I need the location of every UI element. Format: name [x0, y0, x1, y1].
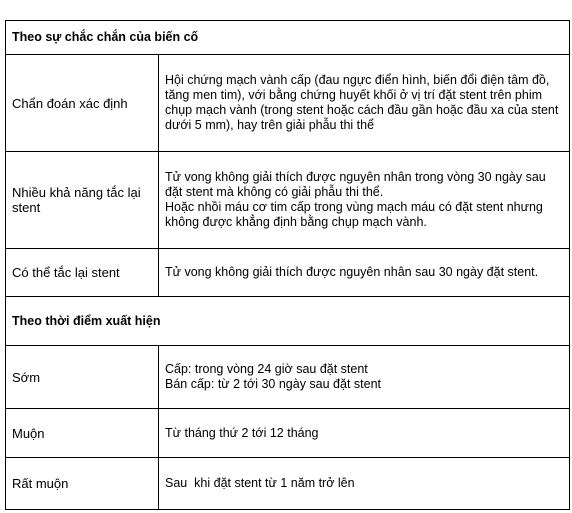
section-title-timing: Theo thời điểm xuất hiện [6, 297, 570, 346]
table-row [6, 458, 570, 510]
description-very-late [159, 458, 570, 510]
description-line: Sau khi đặt stent từ 1 năm trở lên [165, 476, 355, 490]
description-line: Hội chứng mạch vành cấp (đau ngực điển hình, biến đổi điện tâm đồ, tăng men tim), với bằng chứng huyết khối ở vị trí đặt stent trên phim chụp mạch vành (trong stent hoặc cách đầu gần hoặc đầu xa của stent dưới 5 mm), hay trên giải phẫu thi thể [165, 73, 559, 132]
description-late [159, 409, 570, 458]
description-definite [159, 55, 570, 152]
description-line: Bán cấp: từ 2 tới 30 ngày sau đặt stent [165, 377, 382, 391]
table-row [6, 346, 570, 409]
table-row [6, 249, 570, 297]
section-title-certainty: Theo sự chắc chắn của biến cố [6, 21, 570, 55]
section-header-row [6, 21, 570, 55]
description-line: Hoặc nhồi máu cơ tim cấp trong vùng mạch máu có đặt stent nhưng không được khẳng định bằng chụp mạch vành. [165, 200, 543, 229]
stent-thrombosis-table [5, 20, 570, 510]
term-possible: Có thể tắc lại stent [6, 249, 159, 297]
table-row [6, 55, 570, 152]
description-line: Tử vong không giải thích được nguyên nhân trong vòng 30 ngày sau đặt stent mà không có giải phẫu thi thể. [165, 170, 546, 199]
description-line: Cấp: trong vòng 24 giờ sau đặt stent [165, 362, 368, 376]
term-late: Muộn [6, 409, 159, 458]
section-header-row [6, 297, 570, 346]
table-row [6, 409, 570, 458]
term-definite: Chẩn đoán xác định [6, 55, 159, 152]
description-early [159, 346, 570, 409]
description-probable [159, 152, 570, 249]
term-early: Sớm [6, 346, 159, 409]
description-line: Từ tháng thứ 2 tới 12 tháng [165, 425, 319, 440]
table-row [6, 152, 570, 249]
description-line: Tử vong không giải thích được nguyên nhân sau 30 ngày đặt stent. [165, 265, 539, 279]
term-very-late: Rất muộn [6, 458, 159, 510]
term-probable: Nhiều khả năng tắc lại stent [6, 152, 159, 249]
description-possible [159, 249, 570, 297]
